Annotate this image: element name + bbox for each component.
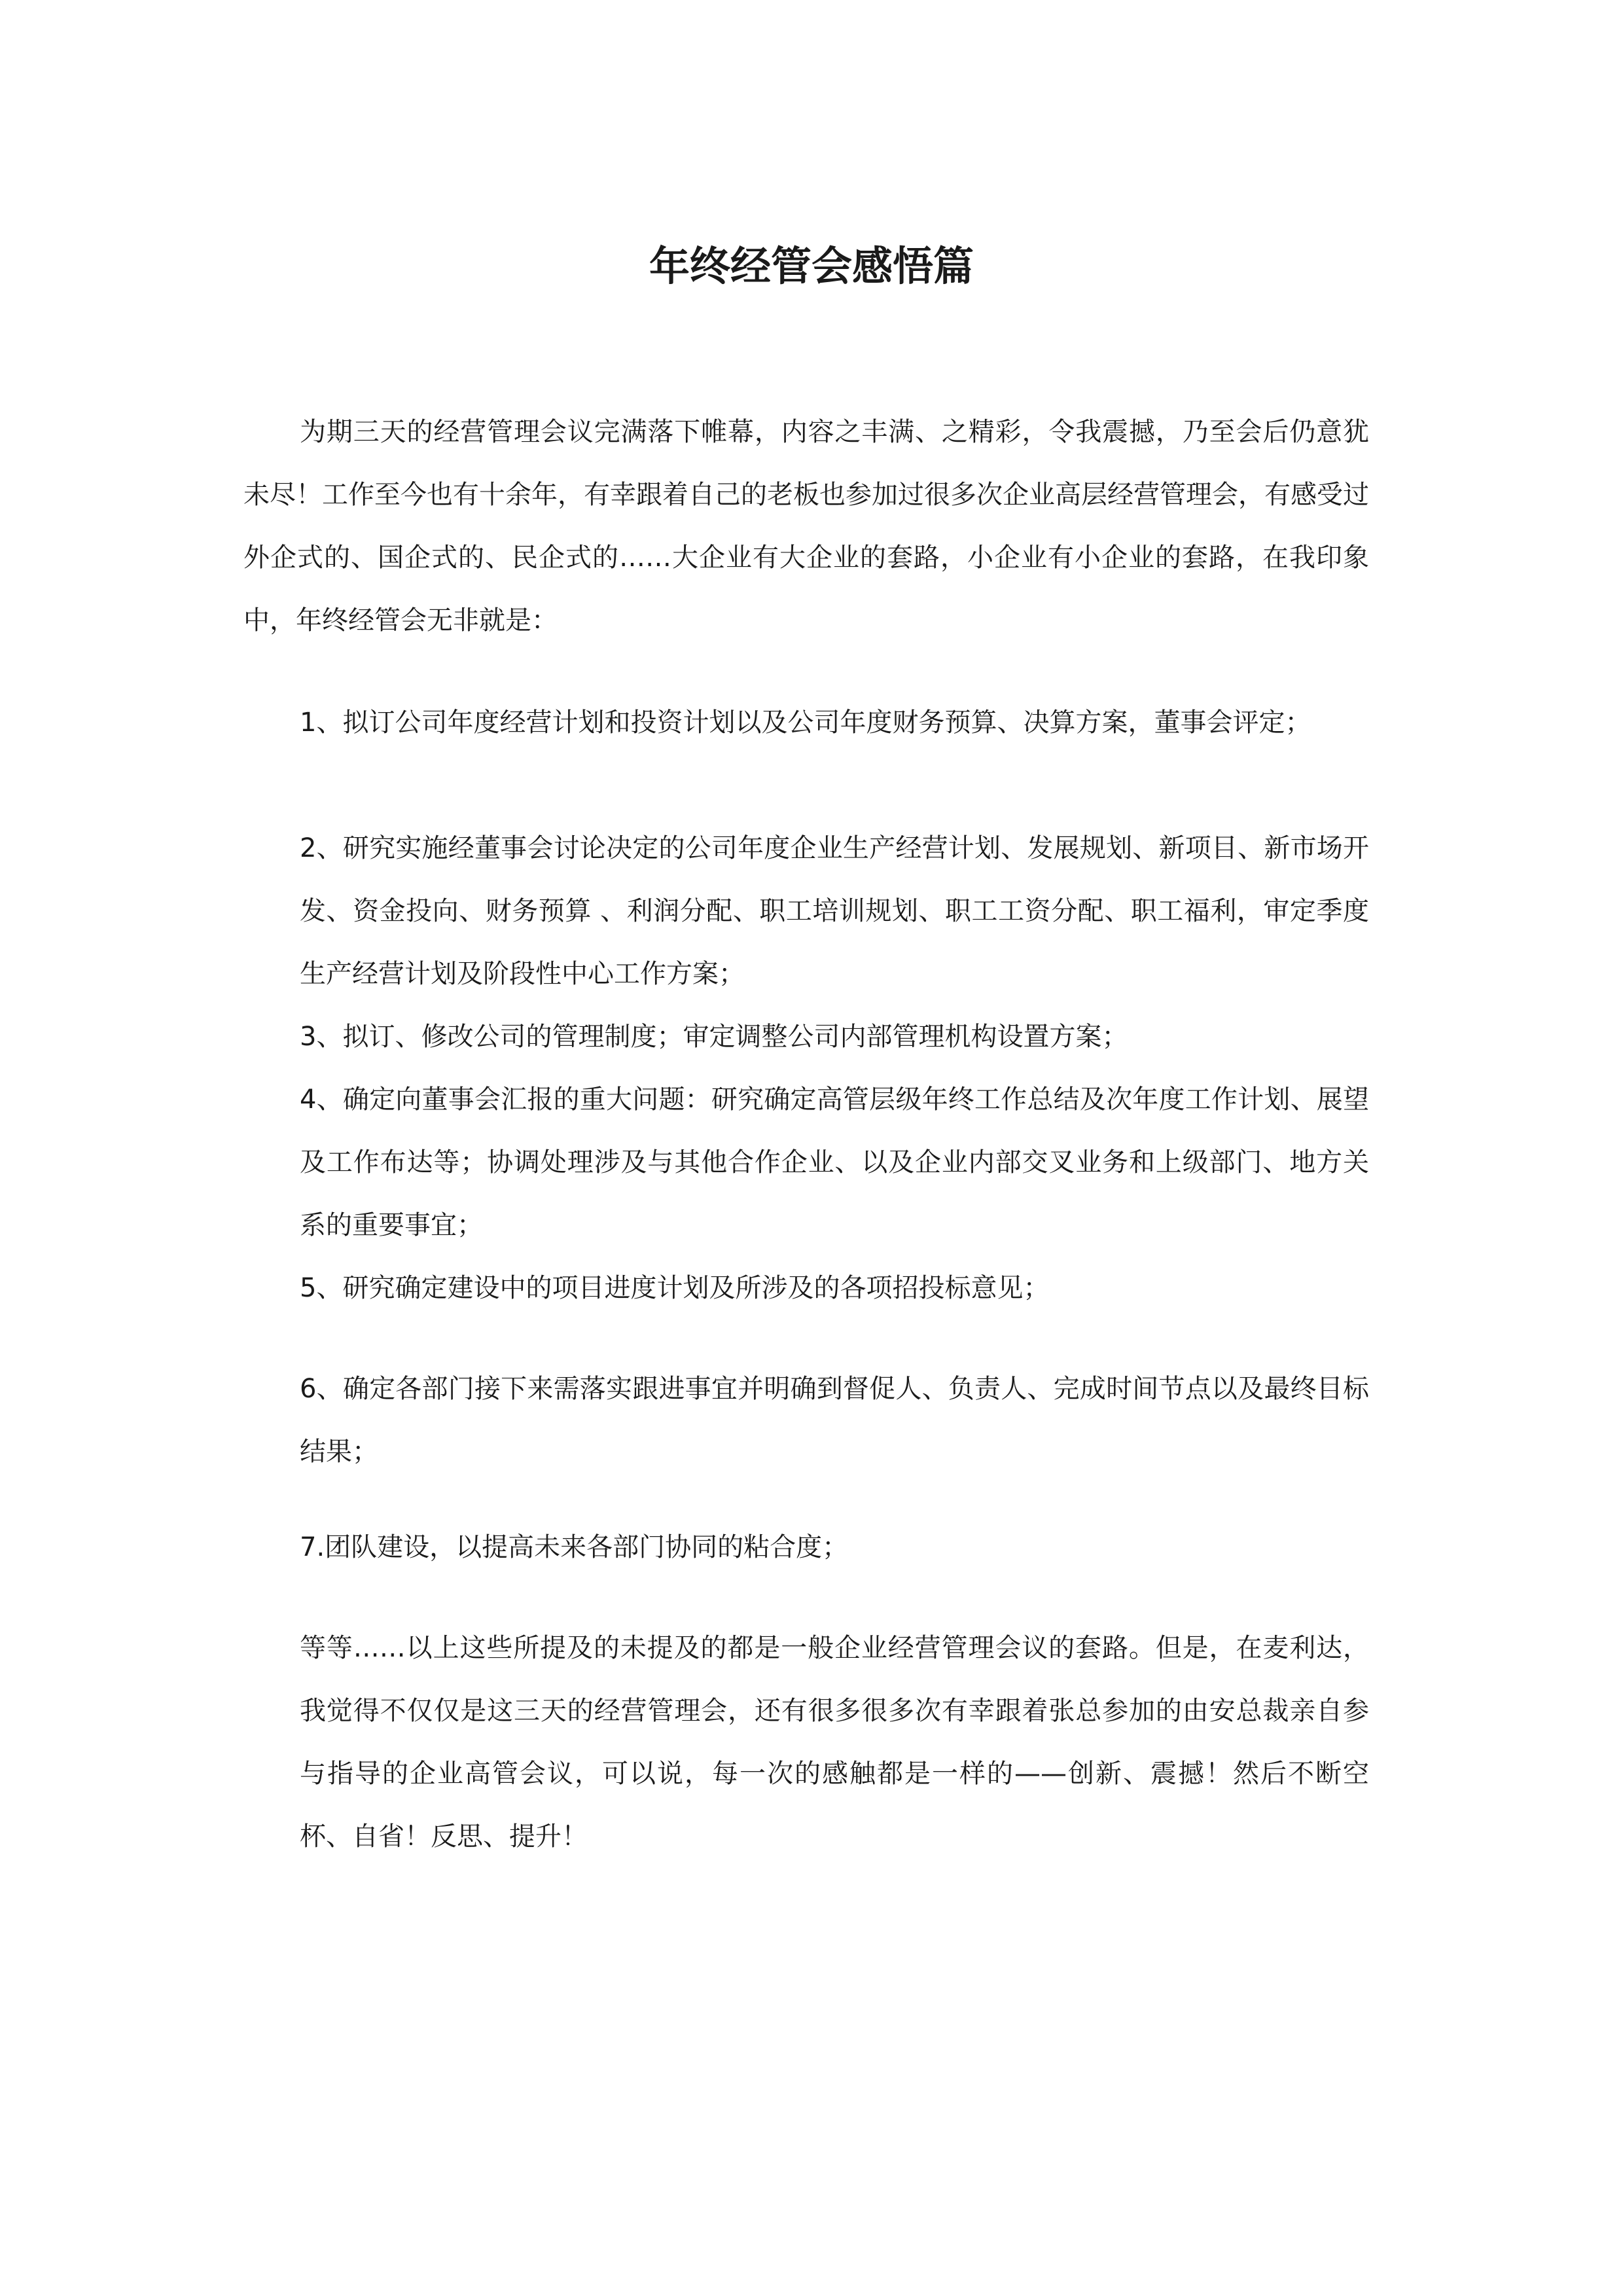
list-item: 3、拟订、修改公司的管理制度；审定调整公司内部管理机构设置方案； (300, 1022, 1128, 1052)
list-item: 2、研究实施经董事会讨论决定的公司年度企业生产经营计划、发展规划、新项目、新市场开发、资金投向、财务预算 、利润分配、职工培训规划、职工工资分配、职工福利，审定季度生产经营计划及阶段性中心工作方案； (300, 833, 1369, 989)
list-item: 7.团队建设，以提高未来各部门协同的粘合度； (300, 1532, 849, 1562)
list-item: 6、确定各部门接下来需落实跟进事宜并明确到督促人、负责人、完成时间节点以及最终目标结果； (300, 1374, 1369, 1467)
list-item: 1、拟订公司年度经营计划和投资计划以及公司年度财务预算、决算方案，董事会评定； (300, 708, 1311, 738)
list-item: 5、研究确定建设中的项目进度计划及所涉及的各项招投标意见； (300, 1273, 1050, 1303)
document-title: 年终经管会感悟篇 (649, 242, 974, 290)
list-item: 4、确定向董事会汇报的重大问题：研究确定高管层级年终工作总结及次年度工作计划、展望及工作布达等；协调处理涉及与其他合作企业、以及企业内部交叉业务和上级部门、地方关系的重要事宜； (300, 1085, 1369, 1240)
intro-paragraph: 为期三天的经营管理会议完满落下帷幕，内容之丰满、之精彩，令我震撼，乃至会后仍意犹未尽！工作至今也有十余年，有幸跟着自己的老板也参加过很多次企业高层经营管理会，有感受过外企式的、国企式的、民企式的……大企业有大企业的套路，小企业有小企业的套路，在我印象中，年终经管会无非就是： (243, 417, 1369, 636)
closing-paragraph: 等等……以上这些所提及的未提及的都是一般企业经营管理会议的套路。但是，在麦利达，我觉得不仅仅是这三天的经营管理会，还有很多很多次有幸跟着张总参加的由安总裁亲自参与指导的企业高管会议，可以说，每一次的感触都是一样的——创新、震撼！然后不断空杯、自省！反思、提升！ (300, 1633, 1369, 1852)
